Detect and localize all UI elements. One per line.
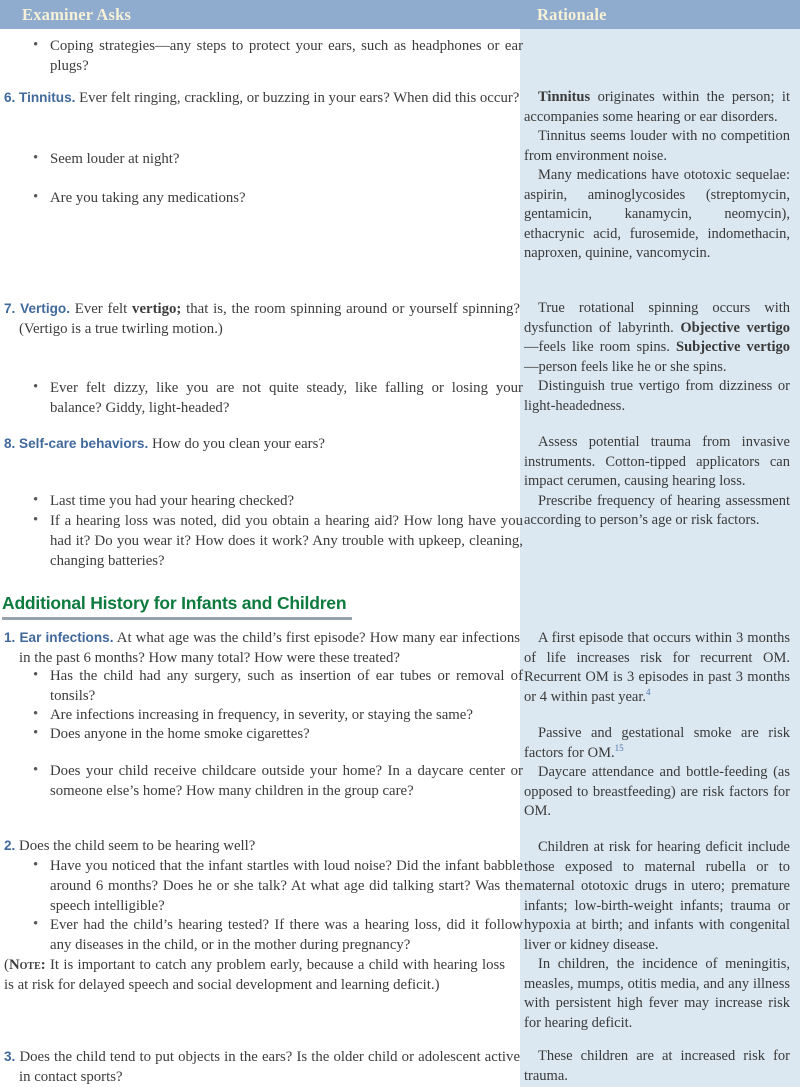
reference-superscript: 15 [614,742,624,753]
bullet-icon: • [33,762,39,778]
bullet-item-hearing-aid [32,511,523,571]
rationale-group-smoke-daycare [524,724,790,822]
question-text: At what age was the child’s first episode? How many ear infections in the past 6 months? How many total? How were these treated? [19,630,521,666]
bullet-icon: • [33,37,39,53]
bullet-item-smoke [32,725,523,745]
question-number: 3. [4,1049,16,1064]
bullet-icon: • [33,667,39,683]
question-text: Does the child seem to be hearing well? [19,838,256,854]
column-header-rationale: Rationale [537,5,607,24]
question-number: 6. [4,90,16,105]
bullet-icon: • [33,492,39,508]
bullet-icon: • [33,379,39,395]
bullet-text: Does your child receive childcare outside your home? In a daycare center or someone else’s home? How many children in the group care? [50,763,523,799]
question-label: Vertigo. [20,301,70,316]
bullet-item-dizzy [32,378,523,418]
rationale-paragraph: Tinnitus originates within the person; it accompanies some hearing or ear disorders. [524,89,790,125]
rationale-paragraph: Assess potential trauma from invasive instruments. Cotton-tipped applicators can impact cerumen, causing hearing loss. [524,434,790,489]
table-header-bar [0,0,800,29]
rationale-paragraph: These children are at increased risk for trauma. [524,1048,790,1084]
rationale-paragraph: Prescribe frequency of hearing assessment according to person’s age or risk factors. [524,492,790,528]
bullet-item-surgery [32,667,523,706]
question-number: 7. [4,301,16,316]
bullet-item-coping [32,36,523,76]
rationale-paragraph: Tinnitus seems louder with no competition from environment noise. [524,128,790,164]
bullet-icon: • [33,706,39,722]
question-number: 8. [4,436,16,451]
rationale-paragraph: True rotational spinning occurs with dysfunction of labyrinth. Objective vertigo—feels like room spins. Subjective vertigo—person feels like he or she spins. [524,300,790,375]
question-number: 1. [4,630,16,645]
question-label: Ear infections. [19,630,114,645]
note-paragraph: (Note: It is important to catch any problem early, because a child with hearing loss is at risk for delayed speech and social development and learning deficit.) [4,957,505,993]
rationale-group-self-care [524,433,790,531]
question-item-3-objects-in-ears [4,1047,520,1087]
bullet-item-infections-frequency [32,706,523,726]
question-text: How do you clean your ears? [151,436,325,452]
column-header-examiner-asks: Examiner Asks [22,5,132,24]
section-heading-infants-children: Additional History for Infants and Children [2,593,352,620]
question-label: Self-care behaviors. [19,436,149,451]
question-label: Tinnitus. [19,90,76,105]
question-item-6-tinnitus [4,88,520,108]
question-text: Ever felt ringing, crackling, or buzzing in your ears? When did this occur? [79,90,520,106]
bullet-item-childcare [32,761,523,801]
question-item-7-vertigo [4,299,520,339]
bullet-item-medications [32,188,523,208]
rationale-group-ear-infections [524,629,790,707]
note-label: Note: [8,957,46,973]
bullet-text: Seem louder at night? [50,151,180,167]
bullet-text: Coping strategies—any steps to protect your ears, such as headphones or ear plugs? [50,38,523,74]
bullet-item-hearing-tested [32,916,523,955]
bullet-item-louder-night [32,149,523,169]
question-text: Does the child tend to put objects in the ears? Is the older child or adolescent active in contact sports? [19,1049,521,1085]
rationale-paragraph: Daycare attendance and bottle-feeding (as opposed to breastfeeding) are risk factors for OM. [524,764,790,819]
question-item-2-hearing-well [4,836,520,856]
rationale-group-tinnitus [524,88,790,264]
question-number: 2. [4,838,16,853]
rationale-paragraph: A first episode that occurs within 3 months of life increases risk for recurrent OM. Recurrent OM is 3 episodes in past 3 months or 4 within past year.$^4$ [524,630,790,705]
question-text: Ever felt vertigo; that is, the room spinning around or yourself spinning? (Vertigo is a true twirling motion.) [19,301,520,337]
rationale-group-vertigo [524,299,790,416]
bullet-text: Does anyone in the home smoke cigarettes? [50,726,310,742]
bullet-icon: • [33,857,39,873]
bullet-icon: • [33,916,39,932]
question-item-1-ear-infections [4,628,520,668]
rationale-paragraph: Distinguish true vertigo from dizziness or light-headedness. [524,378,790,414]
bullet-text: Ever had the child’s hearing tested? If there was a hearing loss, did it follow any diseases in the child, or in the mother during pregnancy? [50,917,523,953]
bullet-text: Are infections increasing in frequency, in severity, or staying the same? [50,707,473,723]
bullet-text: Last time you had your hearing checked? [50,493,295,509]
bullet-text: Ever felt dizzy, like you are not quite steady, like falling or losing your balance? Giddy, light-headed? [50,380,523,416]
rationale-group-hearing-deficit [524,838,790,1033]
bullet-item-startles [32,856,523,916]
rationale-paragraph: Many medications have ototoxic sequelae: aspirin, aminoglycosides (streptomycin, gentamicin, kanamycin, neomycin), ethacrynic acid, furosemide, indomethacin, naproxen, quinine, vancomycin. [524,167,790,261]
bullet-icon: • [33,725,39,741]
reference-superscript: 4 [646,686,651,697]
rationale-paragraph: In children, the incidence of meningitis, measles, mumps, otitis media, and any illness with persistent high fever may increase risk for hearing deficit. [524,956,790,1031]
rationale-group-trauma [524,1047,790,1086]
bullet-item-hearing-checked [32,491,523,511]
bullet-text: Are you taking any medications? [50,190,246,206]
bullet-icon: • [33,189,39,205]
question-item-8-self-care [4,434,520,454]
rationale-paragraph: Passive and gestational smoke are risk factors for OM.$^{15}$ [524,725,790,761]
bullet-icon: • [33,512,39,528]
bullet-text: Have you noticed that the infant startles with loud noise? Did the infant babble around 6 months? Does he or she talk? At what age did talking start? Was the speech intelligible? [50,858,523,914]
bullet-text: Has the child had any surgery, such as insertion of ear tubes or removal of tonsils? [50,668,523,704]
rationale-paragraph: Children at risk for hearing deficit include those exposed to maternal rubella or to maternal ototoxic drugs in utero; premature infants; low-birth-weight infants; trauma or hypoxia at birth; and infants with congenital liver or kidney disease. [524,839,790,953]
bullet-icon: • [33,150,39,166]
bullet-text: If a hearing loss was noted, did you obtain a hearing aid? How long have you had it? Do you wear it? How does it work? Any trouble with upkeep, cleaning, changing batteries? [50,513,523,569]
